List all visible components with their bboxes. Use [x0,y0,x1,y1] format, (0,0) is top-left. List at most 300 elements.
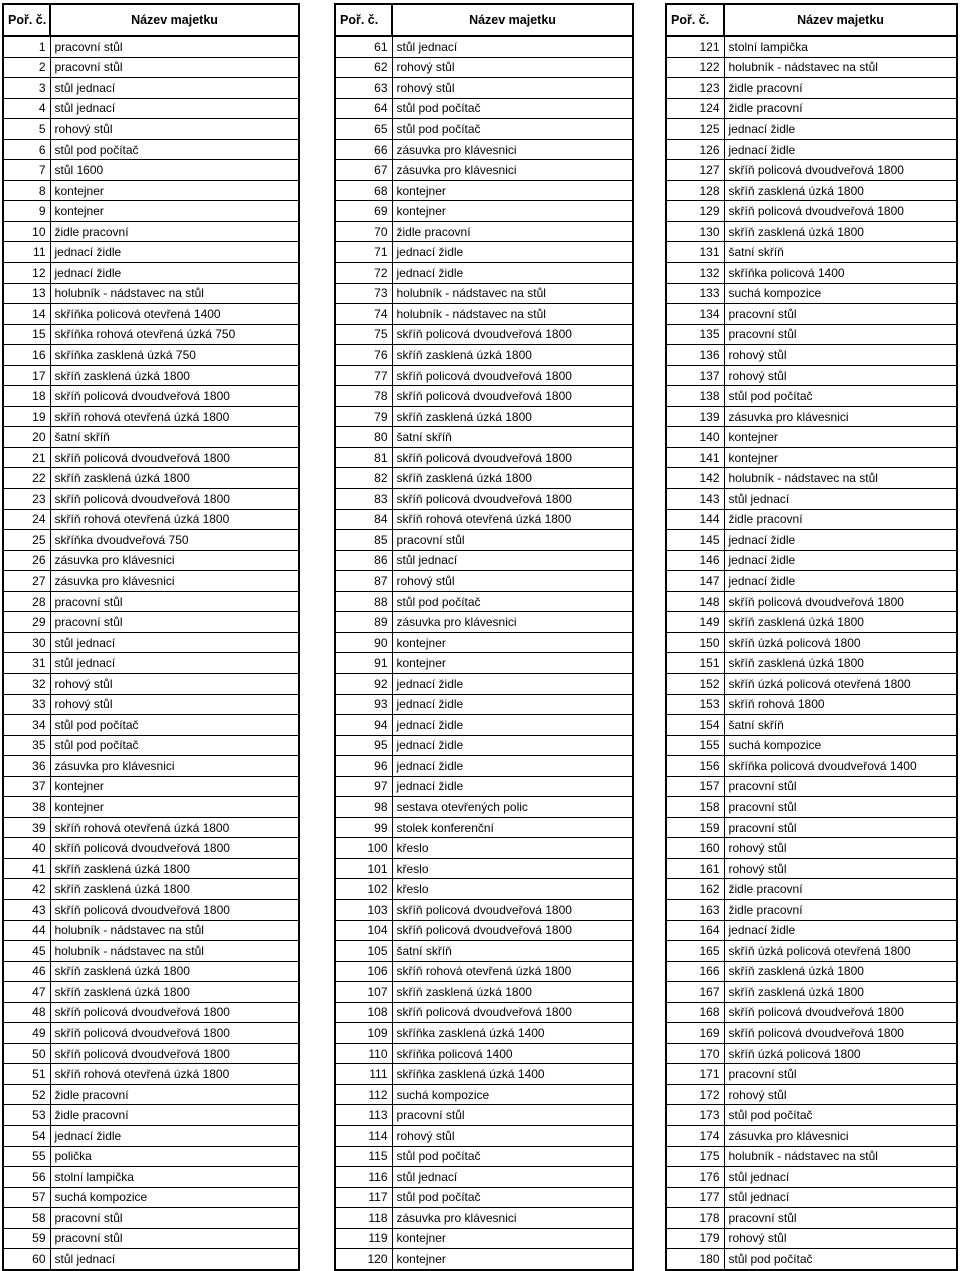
row-number: 35 [3,735,50,756]
table-row [335,119,633,140]
table-row [3,858,299,879]
table-row [3,1002,299,1023]
row-number: 66 [335,139,392,160]
row-number: 78 [335,386,392,407]
row-number: 129 [666,201,724,222]
row-number: 79 [335,406,392,427]
asset-name: holubník - nádstavec na stůl [50,920,299,941]
asset-name: skříň zasklená úzká 1800 [724,653,957,674]
asset-name: skříň rohová otevřená úzká 1800 [50,509,299,530]
asset-name: kontejner [724,447,957,468]
asset-name: stůl jednací [724,1167,957,1188]
table-row [3,78,299,99]
row-number: 93 [335,694,392,715]
asset-name: skříň rohová otevřená úzká 1800 [392,509,633,530]
asset-name: kontejner [50,797,299,818]
row-number: 83 [335,489,392,510]
asset-name: skříň zasklená úzká 1800 [392,982,633,1003]
row-number: 75 [335,324,392,345]
row-number: 23 [3,489,50,510]
row-number: 6 [3,139,50,160]
row-number: 136 [666,345,724,366]
row-number: 33 [3,694,50,715]
asset-name: stůl jednací [724,1187,957,1208]
asset-name: suchá kompozice [50,1187,299,1208]
asset-name: skříň policová dvoudveřová 1800 [724,160,957,181]
table-row [335,345,633,366]
table-row [335,838,633,859]
table-row [666,879,957,900]
table-row [335,1167,633,1188]
asset-name: skříňka zasklená úzká 1400 [392,1023,633,1044]
asset-name: rohový stůl [392,78,633,99]
row-number: 92 [335,673,392,694]
table-row [335,591,633,612]
table-row [335,899,633,920]
table-row [335,673,633,694]
asset-name: skříň zasklená úzká 1800 [50,468,299,489]
row-number: 49 [3,1023,50,1044]
table-row [666,489,957,510]
asset-name: stůl pod počítač [392,591,633,612]
asset-name: jednací židle [392,776,633,797]
asset-name: jednací židle [50,263,299,284]
asset-name: skříň zasklená úzká 1800 [724,180,957,201]
asset-name: stůl 1600 [50,160,299,181]
table-row [666,530,957,551]
table-row [666,715,957,736]
asset-name: kontejner [392,632,633,653]
table-row [666,612,957,633]
asset-name: jednací židle [724,571,957,592]
row-number: 46 [3,961,50,982]
asset-name: suchá kompozice [392,1084,633,1105]
table-row [335,263,633,284]
asset-name: jednací židle [392,673,633,694]
row-number: 62 [335,57,392,78]
row-number: 34 [3,715,50,736]
row-number: 109 [335,1023,392,1044]
asset-name: stůl jednací [392,36,633,57]
table-row [3,324,299,345]
table-row [666,694,957,715]
table-row [3,632,299,653]
table-row [3,961,299,982]
row-number: 84 [335,509,392,530]
row-number: 16 [3,345,50,366]
asset-name: skříň policová dvoudveřová 1800 [392,899,633,920]
asset-name: židle pracovní [724,899,957,920]
table-row [666,468,957,489]
table-row [666,899,957,920]
row-number: 123 [666,78,724,99]
table-row [666,447,957,468]
row-number: 58 [3,1208,50,1229]
asset-name: skříň zasklená úzká 1800 [50,982,299,1003]
asset-name: rohový stůl [50,119,299,140]
row-number: 116 [335,1167,392,1188]
asset-name: židle pracovní [724,879,957,900]
table-row [335,242,633,263]
row-number: 125 [666,119,724,140]
asset-name: kontejner [392,180,633,201]
table-row [3,982,299,1003]
table-row [666,1167,957,1188]
row-number: 143 [666,489,724,510]
asset-name: stůl jednací [50,78,299,99]
asset-name: jednací židle [50,242,299,263]
row-number: 30 [3,632,50,653]
asset-name: zásuvka pro klávesnici [392,160,633,181]
asset-name: stůl pod počítač [724,1105,957,1126]
row-number: 142 [666,468,724,489]
asset-name: stůl jednací [50,1249,299,1270]
row-number: 71 [335,242,392,263]
asset-name: stůl pod počítač [392,119,633,140]
table-row [335,489,633,510]
asset-name: jednací židle [392,735,633,756]
row-number: 88 [335,591,392,612]
table-row [3,879,299,900]
row-number: 98 [335,797,392,818]
row-number: 3 [3,78,50,99]
row-number: 180 [666,1249,724,1270]
asset-name: skříň policová dvoudveřová 1800 [724,1023,957,1044]
row-number: 37 [3,776,50,797]
asset-name: skříňka policová 1400 [392,1043,633,1064]
row-number: 114 [335,1125,392,1146]
asset-name: skříň zasklená úzká 1800 [392,406,633,427]
table-row [666,817,957,838]
asset-name: skříň rohová otevřená úzká 1800 [392,961,633,982]
table-row [666,1228,957,1249]
table-row [3,530,299,551]
table-row [335,982,633,1003]
row-number: 139 [666,406,724,427]
asset-name: pracovní stůl [724,776,957,797]
row-number: 89 [335,612,392,633]
table-header-row [666,4,957,36]
row-number: 22 [3,468,50,489]
row-number: 72 [335,263,392,284]
table-row [3,406,299,427]
row-number: 91 [335,653,392,674]
asset-name: skříň zasklená úzká 1800 [392,468,633,489]
asset-name: holubník - nádstavec na stůl [50,941,299,962]
asset-name: jednací židle [724,530,957,551]
table-row [335,78,633,99]
table-row [335,1002,633,1023]
row-number: 96 [335,756,392,777]
row-number: 103 [335,899,392,920]
asset-name: stůl pod počítač [50,735,299,756]
table-row [3,489,299,510]
table-row [335,427,633,448]
table-row [666,386,957,407]
asset-name: kontejner [50,776,299,797]
asset-name: skříňka rohová otevřená úzká 750 [50,324,299,345]
row-number: 56 [3,1167,50,1188]
row-number: 64 [335,98,392,119]
table-row [666,1125,957,1146]
table-row [3,180,299,201]
asset-name: skříňka policová otevřená 1400 [50,304,299,325]
table-row [335,1146,633,1167]
row-number: 47 [3,982,50,1003]
asset-name: holubník - nádstavec na stůl [724,57,957,78]
header-asset-name: Název majetku [392,4,633,36]
row-number: 141 [666,447,724,468]
asset-name: holubník - nádstavec na stůl [50,283,299,304]
table-row [335,386,633,407]
table-row [3,591,299,612]
row-number: 158 [666,797,724,818]
row-number: 21 [3,447,50,468]
asset-name: skříň policová dvoudveřová 1800 [392,447,633,468]
row-number: 17 [3,365,50,386]
table-row [335,201,633,222]
table-row [335,36,633,57]
row-number: 51 [3,1064,50,1085]
asset-name: skříň policová dvoudveřová 1800 [50,1023,299,1044]
table-row [3,653,299,674]
asset-name: skříň policová dvoudveřová 1800 [50,386,299,407]
row-number: 165 [666,941,724,962]
row-number: 14 [3,304,50,325]
table-row [335,98,633,119]
asset-name: zásuvka pro klávesnici [724,406,957,427]
row-number: 19 [3,406,50,427]
table-row [666,776,957,797]
asset-name: skříň policová dvoudveřová 1800 [392,489,633,510]
row-number: 42 [3,879,50,900]
table-row [335,447,633,468]
asset-name: zásuvka pro klávesnici [724,1125,957,1146]
table-row [3,468,299,489]
row-number: 121 [666,36,724,57]
table-row [666,797,957,818]
asset-name: rohový stůl [392,1125,633,1146]
table-row [335,509,633,530]
row-number: 172 [666,1084,724,1105]
asset-name: skříň úzká policová otevřená 1800 [724,941,957,962]
asset-name: šatní skříň [50,427,299,448]
row-number: 147 [666,571,724,592]
row-number: 118 [335,1208,392,1229]
asset-name: pracovní stůl [50,612,299,633]
table-row [3,447,299,468]
row-number: 161 [666,858,724,879]
row-number: 131 [666,242,724,263]
row-number: 178 [666,1208,724,1229]
table-row [3,139,299,160]
table-row [335,283,633,304]
table-row [335,735,633,756]
table-row [666,1043,957,1064]
table-row [3,1167,299,1188]
table-row [666,550,957,571]
row-number: 24 [3,509,50,530]
row-number: 73 [335,283,392,304]
table-row [3,1187,299,1208]
table-row [3,920,299,941]
asset-name: kontejner [392,1228,633,1249]
row-number: 124 [666,98,724,119]
table-row [666,180,957,201]
table-row [666,1023,957,1044]
row-number: 171 [666,1064,724,1085]
row-number: 41 [3,858,50,879]
asset-name: židle pracovní [50,1105,299,1126]
asset-name: zásuvka pro klávesnici [50,571,299,592]
row-number: 25 [3,530,50,551]
asset-name: skříň zasklená úzká 1800 [724,221,957,242]
asset-name: stůl jednací [392,1167,633,1188]
asset-name: skříň rohová otevřená úzká 1800 [50,817,299,838]
row-number: 36 [3,756,50,777]
asset-name: skříň úzká policová 1800 [724,1043,957,1064]
row-number: 122 [666,57,724,78]
row-number: 152 [666,673,724,694]
table-row [666,263,957,284]
row-number: 82 [335,468,392,489]
row-number: 11 [3,242,50,263]
row-number: 163 [666,899,724,920]
table-row [3,899,299,920]
table-row [3,715,299,736]
table-row [3,735,299,756]
table-row [3,57,299,78]
row-number: 45 [3,941,50,962]
table-row [666,1146,957,1167]
asset-name: skříň policová dvoudveřová 1800 [50,1002,299,1023]
asset-name: rohový stůl [50,673,299,694]
table-row [666,982,957,1003]
asset-name: skříň zasklená úzká 1800 [50,365,299,386]
asset-name: pracovní stůl [50,1228,299,1249]
table-row [3,817,299,838]
table-row [3,550,299,571]
asset-name: skříň rohová 1800 [724,694,957,715]
row-number: 167 [666,982,724,1003]
table-row [3,1125,299,1146]
table-row [335,1125,633,1146]
table-row [3,386,299,407]
table-row [335,1187,633,1208]
row-number: 2 [3,57,50,78]
asset-name: skříň policová dvoudveřová 1800 [50,838,299,859]
asset-table-2 [334,3,634,1271]
row-number: 179 [666,1228,724,1249]
asset-name: skříň rohová otevřená úzká 1800 [50,1064,299,1085]
asset-name: pracovní stůl [392,1105,633,1126]
table-row [666,509,957,530]
table-row [335,571,633,592]
asset-name: skříň policová dvoudveřová 1800 [392,324,633,345]
table-row [335,920,633,941]
row-number: 174 [666,1125,724,1146]
table-row [666,673,957,694]
row-number: 81 [335,447,392,468]
row-number: 112 [335,1084,392,1105]
row-number: 80 [335,427,392,448]
row-number: 40 [3,838,50,859]
table-row [335,1064,633,1085]
table-row [666,756,957,777]
table-row [666,653,957,674]
table-row [335,879,633,900]
header-number: Poř. č. [335,4,392,36]
row-number: 67 [335,160,392,181]
row-number: 177 [666,1187,724,1208]
row-number: 94 [335,715,392,736]
row-number: 173 [666,1105,724,1126]
table-row [666,304,957,325]
asset-name: zásuvka pro klávesnici [392,139,633,160]
row-number: 153 [666,694,724,715]
asset-name: stůl pod počítač [50,139,299,160]
row-number: 104 [335,920,392,941]
table-row [335,797,633,818]
table-row [666,221,957,242]
row-number: 117 [335,1187,392,1208]
asset-name: skříň policová dvoudveřová 1800 [392,920,633,941]
row-number: 156 [666,756,724,777]
table-row [3,1146,299,1167]
asset-name: skříň policová dvoudveřová 1800 [724,201,957,222]
table-row [666,283,957,304]
row-number: 135 [666,324,724,345]
asset-name: skříň policová dvoudveřová 1800 [50,899,299,920]
table-row [3,201,299,222]
row-number: 57 [3,1187,50,1208]
asset-name: rohový stůl [724,838,957,859]
asset-name: skříň zasklená úzká 1800 [392,345,633,366]
row-number: 65 [335,119,392,140]
row-number: 105 [335,941,392,962]
asset-name: skříň rohová otevřená úzká 1800 [50,406,299,427]
table-row [3,797,299,818]
asset-name: rohový stůl [724,1228,957,1249]
row-number: 149 [666,612,724,633]
table-row [335,1228,633,1249]
row-number: 20 [3,427,50,448]
asset-name: pracovní stůl [724,1208,957,1229]
table-row [666,98,957,119]
table-row [666,36,957,57]
row-number: 28 [3,591,50,612]
row-number: 100 [335,838,392,859]
table-row [3,119,299,140]
table-row [666,1208,957,1229]
row-number: 31 [3,653,50,674]
row-number: 128 [666,180,724,201]
row-number: 44 [3,920,50,941]
asset-name: pracovní stůl [50,1208,299,1229]
table-row [3,427,299,448]
table-row [335,57,633,78]
row-number: 108 [335,1002,392,1023]
asset-name: skříňka policová dvoudveřová 1400 [724,756,957,777]
table-row [3,1023,299,1044]
table-row [3,1105,299,1126]
asset-name: stůl pod počítač [50,715,299,736]
asset-name: rohový stůl [50,694,299,715]
row-number: 53 [3,1105,50,1126]
asset-name: stůl pod počítač [392,98,633,119]
row-number: 157 [666,776,724,797]
asset-name: židle pracovní [392,221,633,242]
